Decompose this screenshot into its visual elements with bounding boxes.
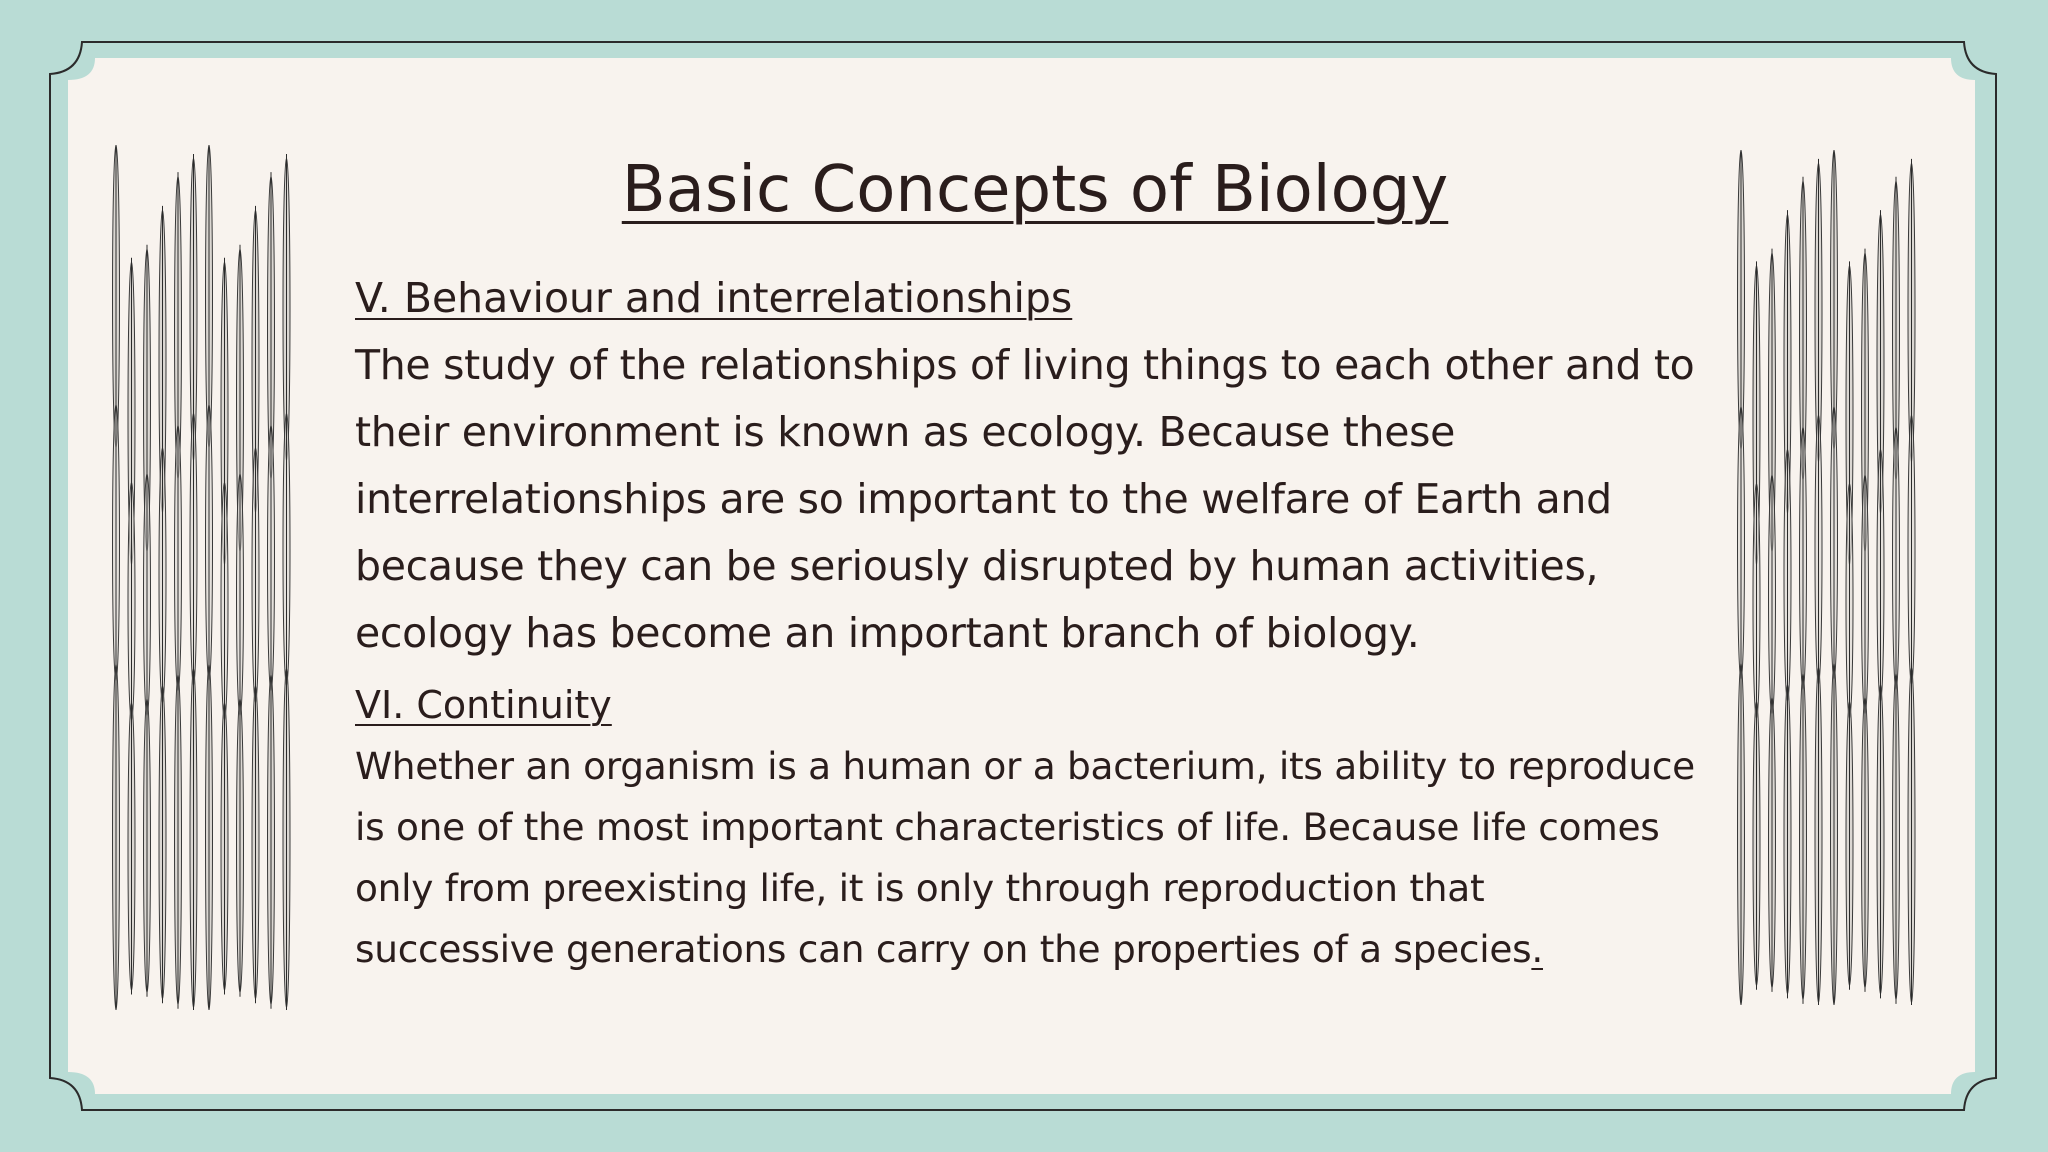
- section-heading-behaviour: V. Behaviour and interrelationships: [355, 274, 1073, 322]
- section-heading-continuity: VI. Continuity: [355, 683, 612, 727]
- left-needle-decoration: [110, 145, 300, 1010]
- right-needle-decoration: [1735, 150, 1925, 1005]
- continuity-body-text: Whether an organism is a human or a bacterium, its ability to reproduce is one of the most important characteristics of life. Because life comes only from preexisting life, it is only through reproduction that successive generations can carry on the properties of a species: [355, 744, 1695, 971]
- continuity-trailing-period: .: [1531, 927, 1543, 971]
- section-body-continuity: [355, 736, 1695, 980]
- slide-title: Basic Concepts of Biology: [621, 153, 1449, 227]
- section-body-behaviour: The study of the relationships of living things to each other and to their environment is known as ecology. Because these interrelationships are so important to the welfare of Earth and because they can be seriously disrupted by human activities, ecology has become an important branch of biology.: [355, 341, 1695, 657]
